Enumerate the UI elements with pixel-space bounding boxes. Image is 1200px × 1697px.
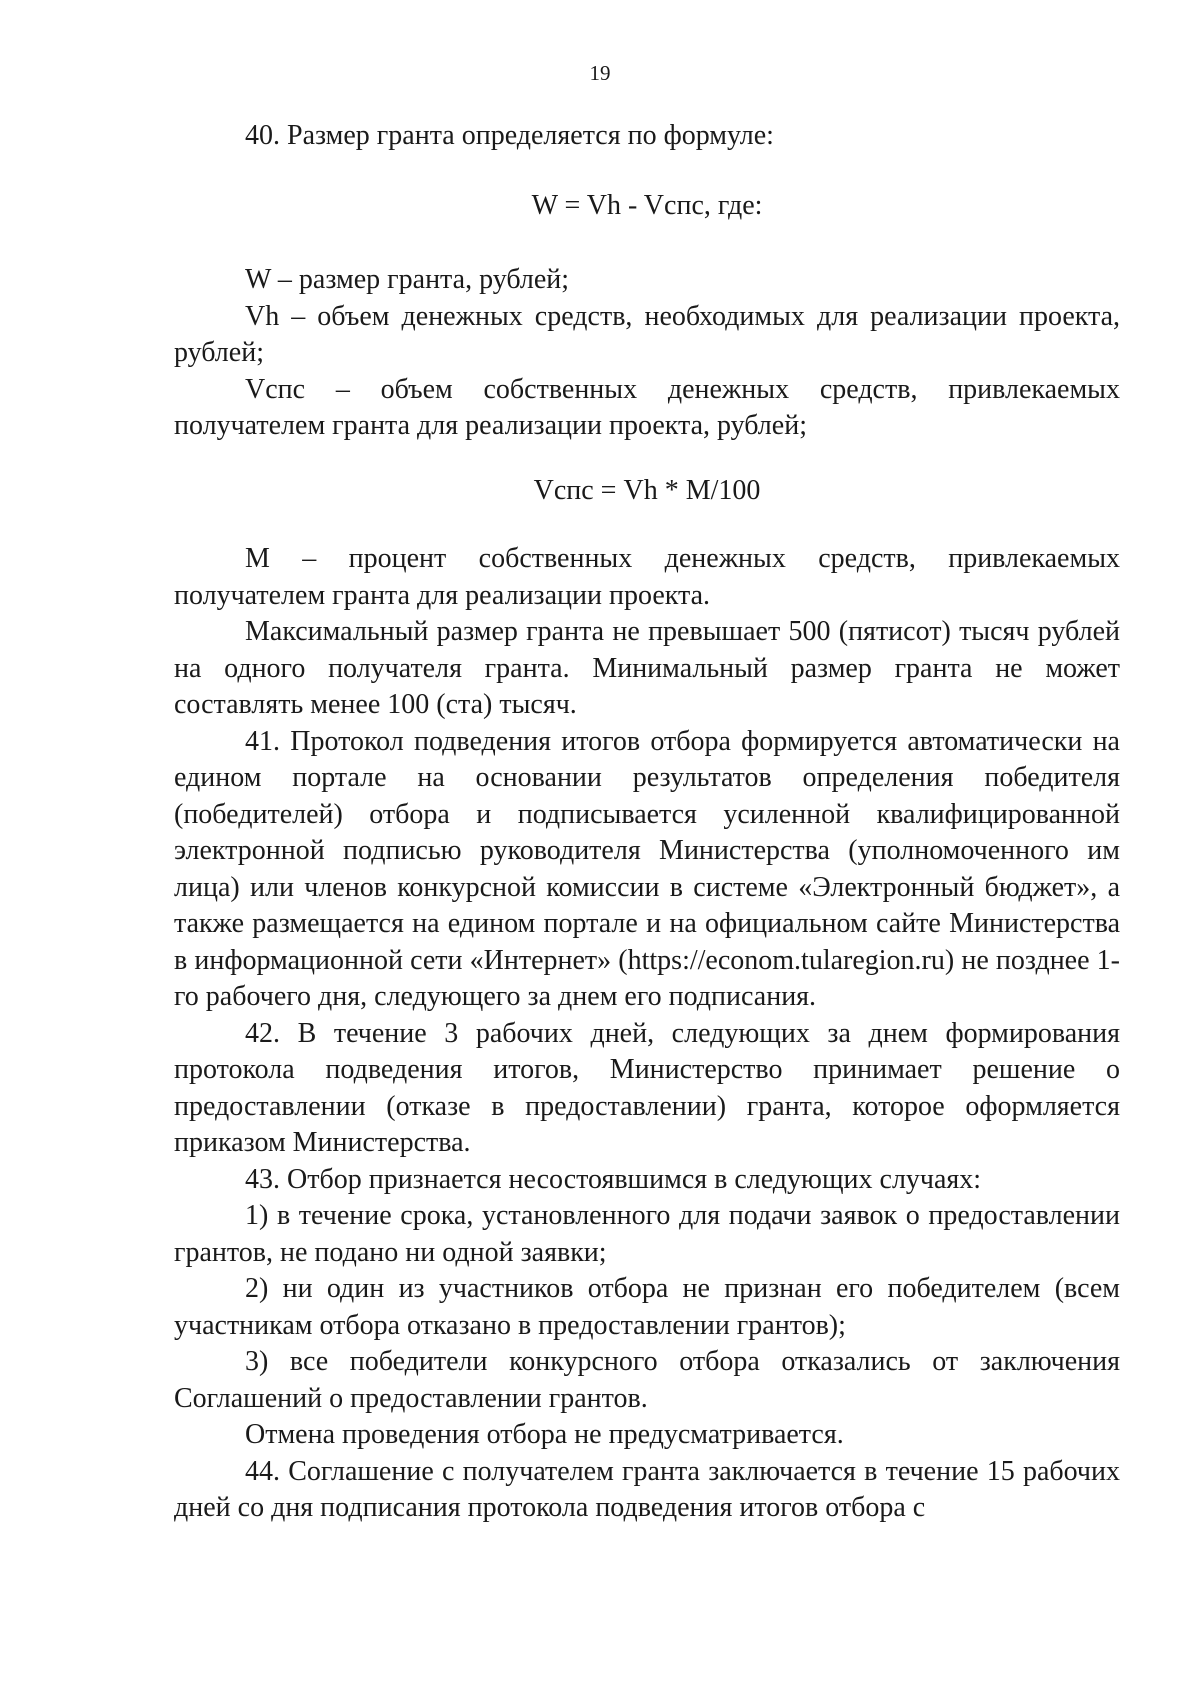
spacer [174, 445, 1120, 473]
paragraph-43-item-3: 3) все победители конкурсного отбора отказались от заключения Соглашений о предоставлении грантов. [174, 1346, 1120, 1414]
paragraph-cancel-note: Отмена проведения отбора не предусматривается. [245, 1419, 844, 1450]
paragraph-max-grant: Максимальный размер гранта не превышает 500 (пятисот) тысяч рублей на одного получателя гранта. Минимальный размер гранта не может составлять менее 100 (ста) тысяч. [174, 616, 1120, 720]
spacer [174, 224, 1120, 262]
page-number: 19 [589, 61, 611, 85]
paragraph-44: 44. Соглашение с получателем гранта заключается в течение 15 рабочих дней со дня подписания протокола подведения итогов отбора с [174, 1455, 1120, 1523]
paragraph-43-item-1: 1) в течение срока, установленного для подачи заявок о предоставлении грантов, не подано ни одной заявки; [174, 1200, 1120, 1268]
definition-w: W – размер гранта, рублей; [245, 264, 570, 295]
spacer [174, 155, 1120, 188]
definition-m: М – процент собственных денежных средств, привлекаемых получателем гранта для реализации проекта. [174, 543, 1120, 611]
paragraph-42: 42. В течение 3 рабочих дней, следующих за днем формирования протокола подведения итогов, Министерство принимает решение о предоставлении (отказе в предоставлении) гранта, которое оформляется приказом Министерства. [174, 1017, 1120, 1158]
formula-own-funds: Vспс = Vh * M/100 [533, 474, 761, 506]
paragraph-40-intro: 40. Размер гранта определяется по формуле: [245, 120, 774, 151]
document-body [174, 118, 1120, 1527]
formula-grant-size: W = Vh - Vспс, где: [531, 189, 763, 221]
paragraph-41: 41. Протокол подведения итогов отбора формируется автоматически на едином портале на основании результатов определения победителя (победителей) отбора и подписывается усиленной квалифицированной электронной подписью руководителя Министерства (уполномоченного им лица) или членов конкурсной комиссии в системе «Электронный бюджет», а также размещается на едином портале и на официальном сайте Министерства в информационной сети «Интернет» (https://econom.tularegion.ru) не позднее 1-го рабочего дня, следующего за днем его подписания. [174, 725, 1120, 1012]
definition-vh: Vh – объем денежных средств, необходимых для реализации проекта, рублей; [174, 300, 1120, 368]
definition-vsps: Vспс – объем собственных денежных средств, привлекаемых получателем гранта для реализации проекта, рублей; [174, 373, 1120, 441]
paragraph-43-item-2: 2) ни один из участников отбора не признан его победителем (всем участникам отбора отказано в предоставлении грантов); [174, 1273, 1120, 1341]
spacer [174, 509, 1120, 541]
paragraph-43: 43. Отбор признается несостоявшимся в следующих случаях: [245, 1163, 982, 1195]
